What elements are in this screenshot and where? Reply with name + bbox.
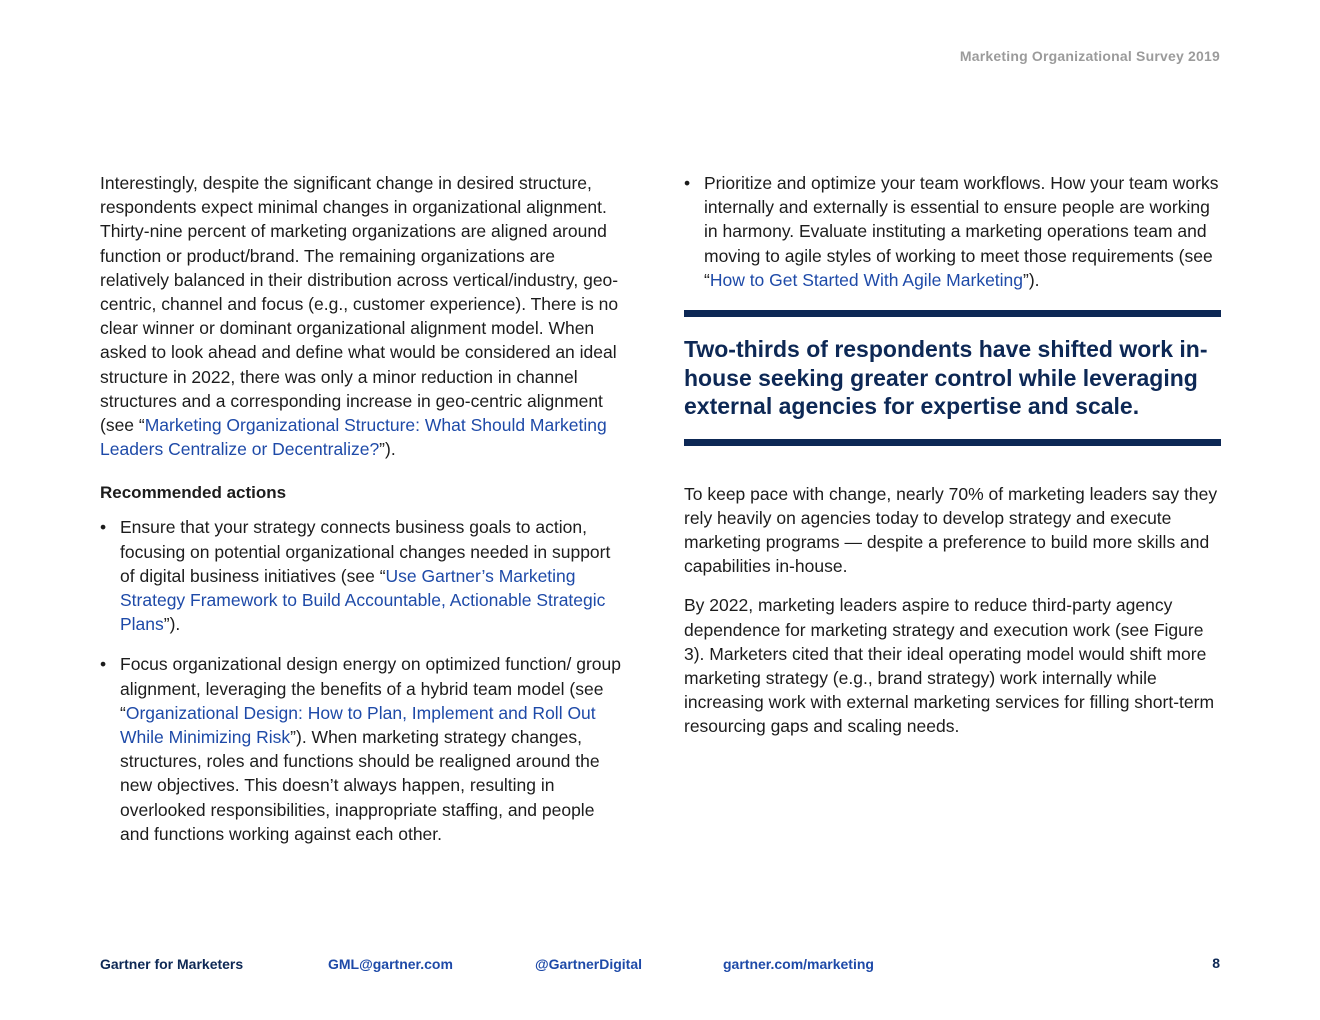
intro-paragraph <box>100 171 625 461</box>
list-item <box>100 515 625 636</box>
footer-brand: Gartner for Marketers <box>100 956 244 972</box>
action-tail: ”). When marketing strategy changes, structures, roles and functions should be realigned around the new objectives. This doesn’t always happen, resulting in overlooked responsibilities, inappropriate staffing, and people and functions working against each other. <box>120 727 600 844</box>
left-column <box>100 171 625 862</box>
paragraph-agencies: To keep pace with change, nearly 70% of marketing leaders say they rely heavily on agencies today to develop strategy and execute marketing programs — despite a preference to build more skills and capabilities in-house. <box>684 483 1218 577</box>
action-text: Focus organizational design energy on optimized function/ group alignment, leveraging the benefits of a hybrid team model (see “ <box>120 654 622 723</box>
link-agile-marketing[interactable]: How to Get Started With Agile Marketing <box>709 269 1024 290</box>
intro-tail: ”). <box>379 439 396 460</box>
recommended-actions-heading: Recommended actions <box>100 483 287 503</box>
action-text: Ensure that your strategy connects business goals to action, focusing on potential organizational changes needed in support of digital business initiatives (see “ <box>120 517 611 586</box>
action-tail: ”). <box>1023 269 1040 290</box>
link-marketing-org-structure[interactable]: Marketing Organizational Structure: What Should Marketing Leaders Centralize or Decentralize? <box>100 415 607 460</box>
list-item <box>684 171 1221 292</box>
link-organizational-design[interactable]: Organizational Design: How to Plan, Implement and Roll Out While Minimizing Risk <box>120 702 596 748</box>
recommended-actions-list <box>100 515 625 846</box>
right-column <box>684 171 1221 739</box>
document-header-title: Marketing Organizational Survey 2019 <box>959 48 1220 64</box>
recommended-actions-list-continued <box>684 171 1221 292</box>
footer <box>100 956 1220 976</box>
action-tail: ”). <box>163 614 181 635</box>
page-number: 8 <box>1212 955 1220 971</box>
link-strategy-framework[interactable]: Use Gartner’s Marketing Strategy Framework to Build Accountable, Actionable Strategic Plans <box>120 565 606 635</box>
footer-website-link[interactable]: gartner.com/marketing <box>723 956 874 972</box>
action-text: Prioritize and optimize your team workflows. How your team works internally and externally is essential to ensure people are working in harmony. Evaluate instituting a marketing operations team and moving to agile styles of working to meet those requirements (see “ <box>704 173 1219 290</box>
paragraph-2022-aspirations: By 2022, marketing leaders aspire to reduce third-party agency dependence for marketing strategy and execution work (see Figure 3). Marketers cited that their ideal operating model would shift more marketing strategy (e.g., brand strategy) work internally while increasing work with external marketing services for filling short-term resourcing gaps and scaling needs. <box>684 595 1215 737</box>
body-paragraphs <box>684 482 1221 739</box>
footer-email-link[interactable]: GML@gartner.com <box>328 956 453 972</box>
callout-heading: Two-thirds of respondents have shifted work in-house seeking greater control while leveraging external agencies for expertise and scale. <box>684 336 1208 420</box>
callout-box <box>684 310 1221 446</box>
list-item <box>100 652 625 846</box>
intro-text: Interestingly, despite the significant change in desired structure, respondents expect minimal changes in organizational alignment. Thirty-nine percent of marketing organizations are aligned around function or product/brand. The remaining organizations are relatively balanced in their distribution across vertical/industry, geo-centric, channel and focus (e.g., customer experience). There is no clear winner or dominant organizational alignment model. When asked to look ahead and define what would be considered an ideal structure in 2022, there was only a minor reduction in channel structures and a corresponding increase in geo-centric alignment (see “ <box>100 173 619 436</box>
footer-twitter-link[interactable]: @GartnerDigital <box>535 956 643 972</box>
